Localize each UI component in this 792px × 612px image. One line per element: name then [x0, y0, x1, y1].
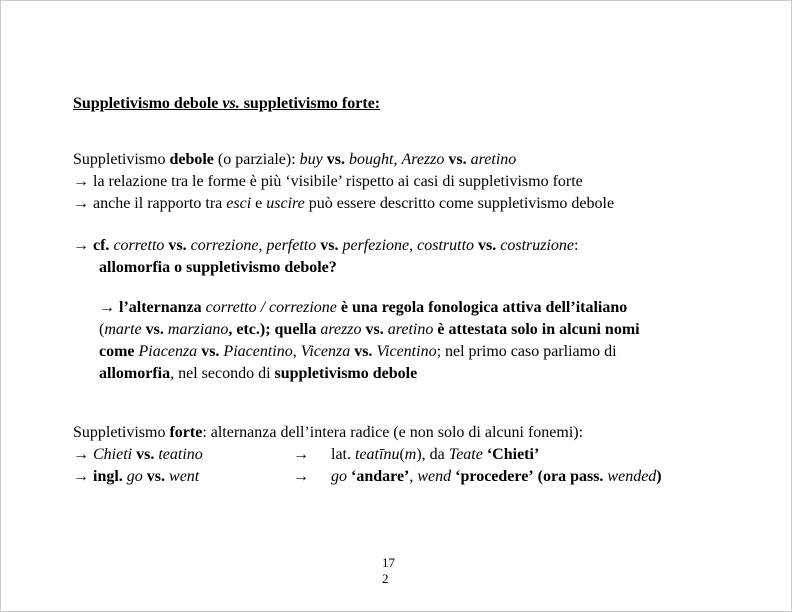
- text-span: ,: [409, 468, 418, 485]
- text-span: (o parziale):: [213, 151, 300, 168]
- text-span: vs.: [222, 95, 240, 112]
- text-span: perfezione: [342, 237, 410, 254]
- paragraph-cf-corretto: [73, 235, 755, 279]
- text-line: [73, 149, 755, 171]
- text-span: uscire: [266, 195, 305, 212]
- text-span: corretto / correzione: [205, 299, 337, 316]
- text-span: perfetto: [266, 237, 317, 254]
- text-span: vs.: [146, 468, 166, 485]
- text-span: , nel secondo di: [170, 365, 275, 382]
- text-span: ,: [393, 151, 402, 168]
- text-span: aretino: [470, 151, 517, 168]
- text-span: vs.: [168, 237, 187, 254]
- text-span: vs.: [136, 446, 155, 463]
- text-span: , etc.); quella: [228, 321, 317, 338]
- page-number: [382, 555, 395, 587]
- text-span: teatīnu: [355, 446, 400, 463]
- paragraph-alternanza: [99, 297, 755, 385]
- text-span: marte: [104, 321, 142, 338]
- text-span: è una regola fonologica attiva dell’italiano: [340, 299, 628, 316]
- text-span: costrutto: [417, 237, 475, 254]
- arrow-glyph: →: [73, 468, 93, 485]
- text-span: costruzione: [500, 237, 575, 254]
- text-span: l’alternanza: [119, 299, 202, 316]
- text-line: [99, 319, 755, 341]
- text-span: esci: [226, 195, 252, 212]
- tab-column: [293, 444, 331, 466]
- text-span: wend: [417, 468, 452, 485]
- text-span: allomorfia: [99, 365, 171, 382]
- text-span: Piacenza: [138, 343, 198, 360]
- text-span: Vicentino: [376, 343, 437, 360]
- text-span: wended: [607, 468, 657, 485]
- text-span: vs.: [326, 151, 345, 168]
- tab-column: [73, 444, 293, 466]
- text-line: [73, 466, 755, 488]
- text-span: Teate: [448, 446, 483, 463]
- arrow-glyph: → la relazione tra le forme è più ‘visibile’ rispetto ai casi di suppletivismo forte: [73, 173, 583, 190]
- text-span: go: [331, 468, 347, 485]
- text-span: correzione: [190, 237, 259, 254]
- text-span: (: [99, 321, 105, 338]
- paragraph-suppletivismo-debole: [73, 149, 755, 215]
- arrow-glyph: →: [293, 468, 309, 485]
- slide-text: [73, 93, 755, 488]
- text-line: [73, 171, 755, 193]
- text-span: (: [399, 446, 405, 463]
- tab-column: [331, 466, 662, 488]
- text-span: bought: [348, 151, 394, 168]
- text-span: vs.: [354, 343, 373, 360]
- text-span: è attestata solo in alcuni nomi: [437, 321, 640, 338]
- text-span: debole: [169, 151, 214, 168]
- arrow-glyph: →: [293, 446, 309, 463]
- text-span: ; nel primo caso parliamo di: [436, 343, 617, 360]
- text-line: [99, 363, 755, 385]
- tab-column: [73, 466, 293, 488]
- arrow-glyph: → anche il rapporto tra: [73, 195, 227, 212]
- text-span: Suppletivismo debole: [73, 95, 223, 112]
- page-number-line: 2: [382, 571, 389, 586]
- text-span: vs.: [201, 343, 220, 360]
- text-span: vs.: [478, 237, 497, 254]
- arrow-glyph: →: [99, 299, 119, 316]
- text-span: vs.: [320, 237, 339, 254]
- text-span: went: [169, 468, 200, 485]
- text-line: [73, 444, 755, 466]
- paragraph-suppletivismo-forte: [73, 422, 755, 488]
- text-span: forte: [169, 424, 203, 441]
- text-span: suppletivismo forte:: [239, 95, 381, 112]
- text-span: vs.: [448, 151, 467, 168]
- text-span: Chieti: [93, 446, 133, 463]
- text-span: Suppletivismo: [73, 424, 170, 441]
- text-line: [99, 297, 755, 319]
- arrow-glyph: →: [73, 446, 93, 463]
- text-span: ,: [409, 237, 418, 254]
- text-line: [99, 341, 755, 363]
- text-span: marziano: [167, 321, 229, 338]
- text-span: ), da: [416, 446, 449, 463]
- text-span: : alternanza dell’intera radice (e non solo di alcuni fonemi):: [202, 424, 584, 441]
- arrow-glyph: →: [73, 237, 93, 254]
- text-span: ‘Chieti’: [486, 446, 540, 463]
- text-line: [73, 235, 755, 257]
- text-span: Arezzo: [401, 151, 445, 168]
- text-line: [73, 93, 755, 115]
- text-span: cf.: [93, 237, 110, 254]
- text-span: m: [404, 446, 417, 463]
- text-span: lat.: [331, 446, 355, 463]
- text-span: ,: [292, 343, 301, 360]
- slide-title: [73, 93, 755, 115]
- text-span: ‘procedere’: [455, 468, 534, 485]
- text-span: corretto: [113, 237, 165, 254]
- text-span: (ora pass.: [537, 468, 604, 485]
- tab-column: [331, 444, 539, 466]
- text-span: aretino: [387, 321, 434, 338]
- text-span: ): [656, 468, 662, 485]
- tab-column: [293, 466, 331, 488]
- text-span: :: [574, 237, 579, 254]
- text-span: arezzo: [320, 321, 362, 338]
- page-number-line: 17: [382, 555, 395, 570]
- text-span: Piacentino: [223, 343, 293, 360]
- text-span: può essere descritto come suppletivismo debole: [304, 195, 615, 212]
- text-span: teatino: [158, 446, 203, 463]
- text-span: Suppletivismo: [73, 151, 170, 168]
- text-span: suppletivismo debole: [274, 365, 418, 382]
- text-span: vs.: [145, 321, 164, 338]
- text-line: [73, 422, 755, 444]
- text-span: e: [251, 195, 267, 212]
- text-span: buy: [299, 151, 323, 168]
- text-span: come: [99, 343, 135, 360]
- text-span: Vicenza: [300, 343, 351, 360]
- text-span: ingl.: [93, 468, 123, 485]
- text-line: [99, 257, 755, 279]
- text-span: allomorfia o suppletivismo debole?: [99, 259, 337, 276]
- text-span: ,: [258, 237, 267, 254]
- text-line: [73, 193, 755, 215]
- text-span: ‘andare’: [351, 468, 410, 485]
- text-span: vs.: [365, 321, 384, 338]
- text-span: go: [126, 468, 143, 485]
